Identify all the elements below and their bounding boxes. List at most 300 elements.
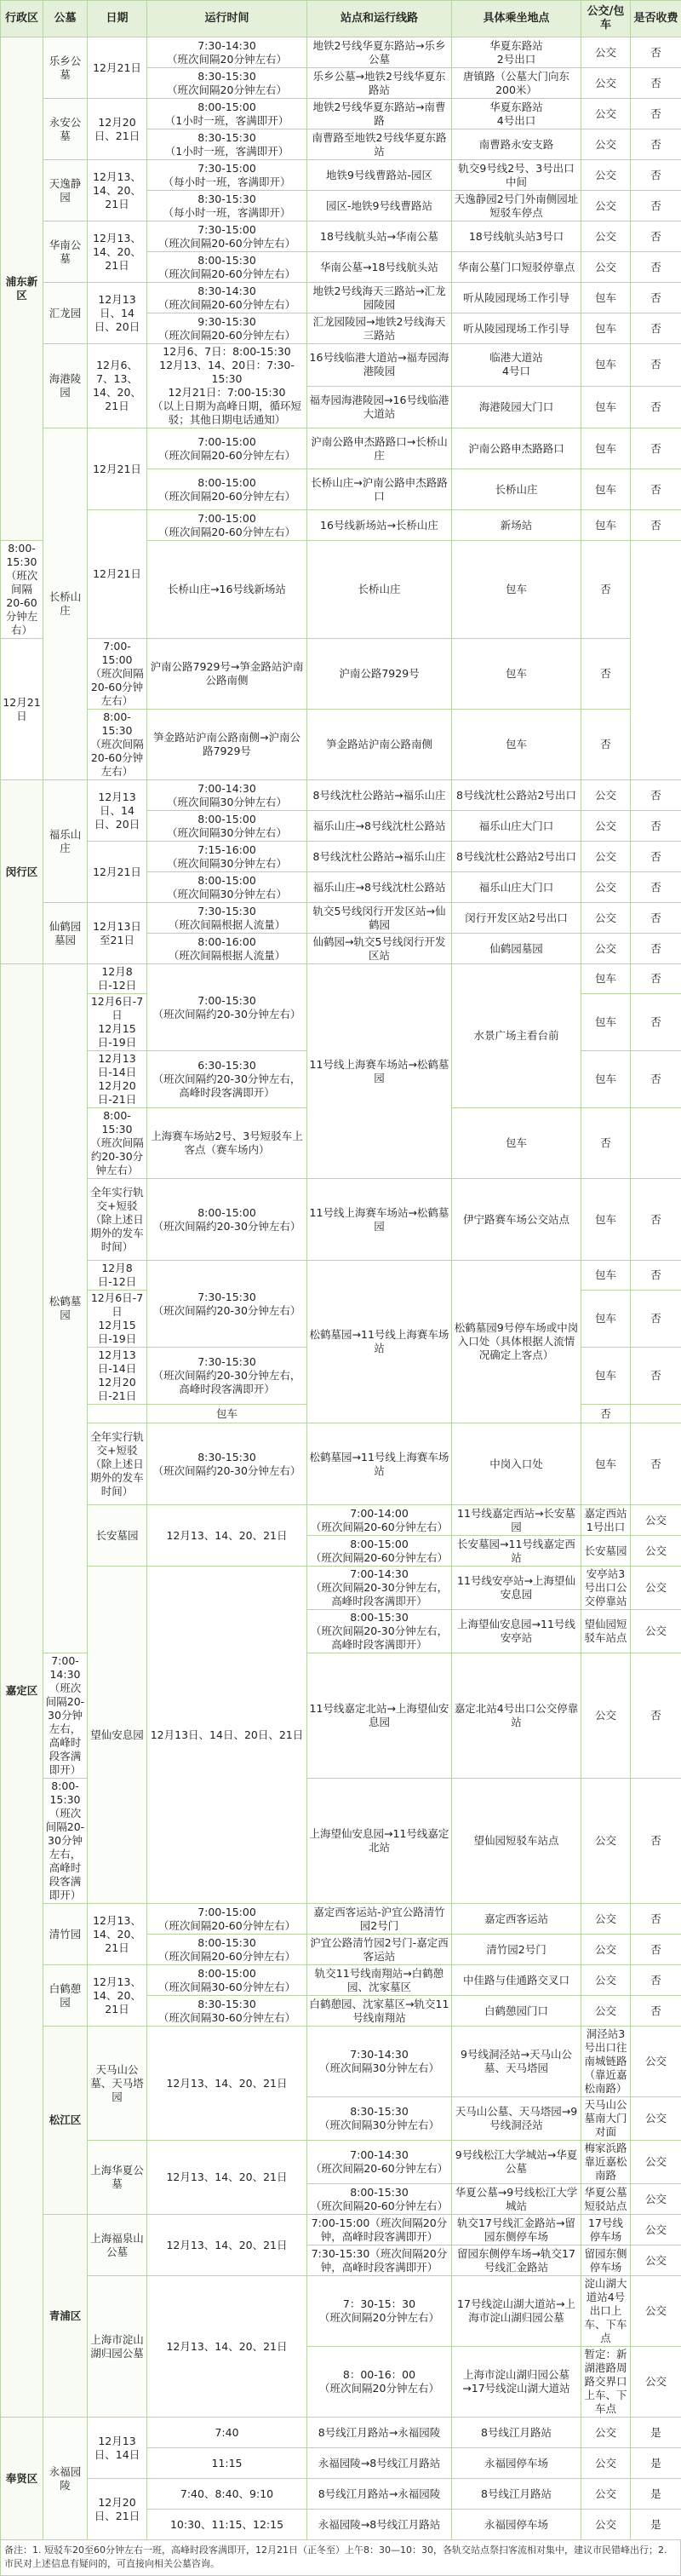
type-cell: 包车 — [581, 469, 631, 510]
district-cell: 浦东新区 — [1, 37, 43, 541]
route-cell: 沪南公路7929号 — [307, 639, 452, 710]
cemetery-cell: 乐乡公墓 — [43, 37, 88, 99]
fee-cell: 否 — [631, 37, 681, 68]
date-cell: 上海华夏公墓 — [88, 2141, 147, 2215]
type-cell: 公交 — [581, 1996, 631, 2027]
route-cell: 永福园陵→8号线江月路站 — [307, 2510, 452, 2540]
type-cell: 包车 — [581, 283, 631, 313]
pickup-cell: 18号线航头站3号口 — [452, 221, 581, 252]
cemetery-cell: 仙鹤园墓园 — [43, 903, 88, 964]
type-cell: 公交 — [581, 2479, 631, 2510]
table-row — [1, 2141, 681, 2184]
time-cell: 12月13、14、20、21日 — [147, 2027, 307, 2141]
date-cell: 12月8日-12日 — [88, 1261, 147, 1291]
table-row — [1, 510, 681, 541]
time-cell: 7:30-15:30 （班次间隔约20-30分钟左右，高峰时段客满即开） — [147, 1348, 307, 1405]
time-cell: 8:30-15:30 （每小时一班，客满即开） — [147, 191, 307, 221]
district-cell: 闵行区 — [1, 780, 43, 964]
pickup-cell: 8号线沈杜公路站2号出口 — [452, 842, 581, 872]
date-cell: 12月13日-14日 12月20日-21日 — [88, 1051, 147, 1108]
type-cell: 暂定：新湖港路周路交界口上车、下车点 — [581, 2347, 631, 2418]
pickup-cell: 仙鹤园墓园 — [452, 934, 581, 964]
time-cell: 8:30-15:30 （班次间隔30-60分钟左右） — [147, 1996, 307, 2027]
fee-cell: 否 — [631, 344, 681, 387]
fee-cell: 公交 — [631, 2027, 681, 2097]
time-cell: 12月13、14、20、21日 — [147, 2141, 307, 2215]
time-cell: 8:00-15:00 （班次间隔30分钟左右） — [147, 872, 307, 903]
fee-cell: 否 — [631, 1423, 681, 1505]
route-cell: 11号线嘉定北站→上海望仙安息园 — [307, 1653, 452, 1779]
header-row — [1, 1, 681, 37]
fee-cell: 公交 — [631, 2215, 681, 2245]
route-cell: 地铁2号线华夏东路站→乐乡公墓 — [307, 37, 452, 68]
district-cell: 嘉定区 — [1, 964, 43, 2418]
type-cell: 长安墓园 — [581, 1536, 631, 1567]
footnote: 备注：1. 短驳车20至60分钟左右一班，高峰时段客满即开，12月21日（正冬至）上午8：30—10：30，各轨交站点祭扫客流相对集中，建议市民错峰出行；2. 市民对上述信息有疑问的，可直接向相关公墓咨询。 — [0, 2540, 681, 2576]
pickup-cell: 白鹤憩园门口 — [452, 1996, 581, 2027]
table-row — [1, 344, 681, 387]
pickup-cell: 包车 — [452, 541, 581, 639]
fee-cell: 是 — [631, 2418, 681, 2448]
fee-cell: 否 — [631, 191, 681, 221]
cemetery-cell: 福乐山庄 — [43, 780, 88, 903]
type-cell: 否 — [581, 1108, 631, 1179]
time-cell: 8:30-14:30 （班次间隔20-60分钟左右） — [147, 283, 307, 313]
pickup-cell: 包车 — [452, 1108, 581, 1179]
type-cell: 公交 — [581, 780, 631, 811]
fee-cell: 否 — [631, 872, 681, 903]
header-time: 运行时间 — [147, 1, 307, 37]
pickup-cell: 8号线沈杜公路站2号出口 — [452, 780, 581, 811]
type-cell: 嘉定西站1号出口 — [581, 1505, 631, 1536]
pickup-cell: 永福园停车场 — [452, 2510, 581, 2540]
date-cell: 12月13日、14日、20日 — [88, 283, 147, 344]
fee-cell: 是 — [631, 2479, 681, 2510]
pickup-cell: 上海市淀山湖归园公墓→17号线淀山湖大道站 — [452, 2347, 581, 2418]
date-cell: 12月21日 — [88, 428, 147, 510]
pickup-cell: 11号线安亭站→上海望仙安息园 — [452, 1567, 581, 1610]
fee-cell: 否 — [631, 313, 681, 344]
cemetery-cell: 海港陵园 — [43, 344, 88, 428]
date-cell: 12月6日-7日 12月15日-19日 — [88, 994, 147, 1051]
type-cell: 包车 — [581, 428, 631, 469]
route-cell: 白鹤憩园、沈家墓区→轨交11号线南翔站 — [307, 1996, 452, 2027]
table-row — [1, 99, 681, 129]
pickup-cell: 轨交17号线汇金路站→留园东侧停车场 — [452, 2215, 581, 2245]
type-cell: 17号线停车场 — [581, 2215, 631, 2245]
type-cell: 包车 — [581, 964, 631, 994]
pickup-cell: 长安墓园→11号线嘉定西站 — [452, 1536, 581, 1567]
route-cell: 8:00-15:30 （班次间隔20-60分钟左右） — [307, 2184, 452, 2215]
time-cell: 12月13、14、20、21日 — [147, 2215, 307, 2276]
route-cell: 乐乡公墓→地铁2号线华夏东路站 — [307, 68, 452, 99]
date-cell: 7:00-15:00 （班次间隔20-60分钟左右） — [88, 639, 147, 710]
table-row — [1, 2479, 681, 2510]
date-cell — [88, 1405, 147, 1423]
pickup-cell: 沪南公路申杰路路口 — [452, 428, 581, 469]
district-cell: 12月21日 — [1, 639, 43, 780]
pickup-cell: 轨交9号线2号、3号出口中间 — [452, 160, 581, 191]
type-cell: 公交 — [581, 191, 631, 221]
time-cell: 7:30-15:00 （班次间隔20-60分钟左右） — [147, 221, 307, 252]
pickup-cell: 闵行开发区站2号出口 — [452, 903, 581, 934]
pickup-cell: 松鹤墓园9号停车场或中岗入口处（具体根据人流情况确定上客点） — [452, 1261, 581, 1423]
route-cell: 汇龙园陵园→地铁2号线海天三路站 — [307, 313, 452, 344]
type-cell: 公交 — [581, 99, 631, 129]
date-cell: 12月13日至21日 — [88, 903, 147, 964]
type-cell: 包车 — [581, 994, 631, 1051]
type-cell: 公交 — [581, 872, 631, 903]
type-cell: 否 — [581, 639, 631, 710]
time-cell: 8:00-15:30 （班次间隔20-60分钟左右） — [147, 1935, 307, 1965]
cemetery-cell: 清竹园 — [43, 1904, 88, 1965]
route-cell: 8号线江月路站→永福园陵 — [307, 2418, 452, 2448]
pickup-cell: 中佳路与佳通路交叉口 — [452, 1965, 581, 1996]
route-cell: 7：30-15：30 （班次间隔20分钟左右） — [307, 2276, 452, 2347]
date-cell: 12月13、14、20、21日 — [88, 1965, 147, 2027]
schedule-body — [1, 37, 681, 2540]
route-cell: 长桥山庄 — [307, 541, 452, 639]
pickup-cell: 海港陵园大门口 — [452, 386, 581, 428]
fee-cell: 否 — [631, 252, 681, 283]
type-cell: 淀山湖大道站4号出口上车、下车点 — [581, 2276, 631, 2347]
district-cell: 8:00-15:30 （班次间隔20-60分钟左右） — [1, 541, 43, 639]
route-cell: 永福园陵→8号线江月路站 — [307, 2448, 452, 2479]
type-cell: 公交 — [581, 160, 631, 191]
fee-cell: 公交 — [631, 2245, 681, 2276]
table-row — [1, 1505, 681, 1536]
cemetery-cell: 汇龙园 — [43, 283, 88, 344]
type-cell: 留园东侧停车场 — [581, 2245, 631, 2276]
type-cell: 公交 — [581, 811, 631, 842]
date-cell: 12月21日 — [88, 37, 147, 99]
cemetery-cell: 天逸静园 — [43, 160, 88, 221]
pickup-cell: 听从陵园现场工作引导 — [452, 313, 581, 344]
fee-cell: 公交 — [631, 2141, 681, 2184]
cemetery-cell: 白鹤憩园 — [43, 1965, 88, 2027]
route-cell: 福乐山庄→8号线沈杜公路站 — [307, 872, 452, 903]
fee-cell: 否 — [631, 1348, 681, 1405]
route-cell: 沪宜公路清竹园2号门-嘉定西客运站 — [307, 1935, 452, 1965]
date-cell: 12月13、14、20、21日 — [88, 1904, 147, 1965]
fee-cell: 否 — [631, 1653, 681, 1779]
pickup-cell: 8号线江月路站 — [452, 2479, 581, 2510]
header-cemetery: 公墓 — [43, 1, 88, 37]
type-cell: 公交 — [581, 68, 631, 99]
fee-cell: 否 — [631, 221, 681, 252]
time-cell: 笋金路站沪南公路南侧→沪南公路7929号 — [147, 710, 307, 780]
fee-cell: 否 — [631, 68, 681, 99]
date-cell: 上海市淀山湖归园公墓 — [88, 2276, 147, 2418]
time-cell: 8:00-15:00 （班次间隔约20-30分钟左右） — [147, 1179, 307, 1261]
pickup-cell: 上海望仙安息园→11号线安亭站 — [452, 1610, 581, 1653]
pickup-cell: 11号线嘉定西站→长安墓园 — [452, 1505, 581, 1536]
time-cell: 12月13、14、20、21日 — [147, 1505, 307, 1567]
cemetery-cell: 松鹤墓园 — [43, 964, 88, 1653]
route-cell: 11号线上海赛车场站→松鹤墓园 — [307, 1179, 452, 1261]
date-cell: 天马山公墓、天马塔园 — [88, 2027, 147, 2141]
fee-cell: 否 — [631, 510, 681, 541]
time-cell: 12月13、14、20、21日 — [147, 2276, 307, 2418]
fee-cell: 否 — [631, 934, 681, 964]
table-row — [1, 221, 681, 252]
fee-cell: 否 — [631, 129, 681, 160]
table-row — [1, 710, 681, 780]
time-cell: 7:15-16:00 （班次间隔30分钟左右） — [147, 842, 307, 872]
type-cell: 公交 — [581, 2418, 631, 2448]
date-cell: 12月13、14、20、21日 — [88, 221, 147, 283]
route-cell: 11号线上海赛车场站→松鹤墓园 — [307, 964, 452, 1179]
cemetery-cell: 青浦区 — [43, 2215, 88, 2418]
time-cell: 6:30-15:30 （班次间隔约20-30分钟左右，高峰时段客满即开） — [147, 1051, 307, 1108]
route-cell: 南曹路至地铁2号线华夏东路站 — [307, 129, 452, 160]
type-cell: 包车 — [581, 1261, 631, 1291]
type-cell: 包车 — [581, 510, 631, 541]
route-cell: 8号线江月路站→永福园陵 — [307, 2479, 452, 2510]
date-cell: 全年实行轨交+短驳（除上述日期外的发车时间） — [88, 1179, 147, 1261]
type-cell: 包车 — [581, 1051, 631, 1108]
table-row — [1, 1261, 681, 1291]
route-cell: 上海望仙安息园→11号线嘉定北站 — [307, 1779, 452, 1904]
fee-cell: 否 — [631, 1051, 681, 1108]
cemetery-cell: 8:00-15:30 （班次间隔20-30分钟左右，高峰时段客满即开） — [43, 1779, 88, 1904]
time-cell: 7:00-15:00 （班次间隔20-60分钟左右） — [147, 428, 307, 469]
time-cell: 7:00-14:30 （班次间隔30分钟左右） — [147, 780, 307, 811]
type-cell: 包车 — [581, 313, 631, 344]
date-cell: 12月6、7、13、14、20、21日 — [88, 344, 147, 428]
route-cell: 嘉定西客运站-沪宜公路清竹园2号门 — [307, 1904, 452, 1935]
table-row — [1, 160, 681, 191]
fee-cell: 否 — [631, 1904, 681, 1935]
pickup-cell: 天逸静园2号门外南侧园址短驳车停点 — [452, 191, 581, 221]
fee-cell: 公交 — [631, 1505, 681, 1536]
time-cell: 8:00-15:00 （班次间隔20-60分钟左右） — [147, 469, 307, 510]
pickup-cell: 福乐山庄大门口 — [452, 872, 581, 903]
cemetery-cell: 松江区 — [43, 2027, 88, 2215]
table-row — [1, 428, 681, 469]
table-row — [1, 1179, 681, 1261]
table-row — [1, 1965, 681, 1996]
date-cell: 12月13日、14日 — [88, 2418, 147, 2479]
fee-cell: 否 — [631, 842, 681, 872]
fee-cell: 否 — [631, 994, 681, 1051]
route-cell: 轨交5号线闵行开发区站→仙鹤园 — [307, 903, 452, 934]
fee-cell: 公交 — [631, 1567, 681, 1610]
pickup-cell: 包车 — [452, 710, 581, 780]
time-cell: 8:00-16:00 （班次间隔根据人流量） — [147, 934, 307, 964]
route-cell: 8:00-15:30 （班次间隔20-30分钟左右，高峰时段客满即开） — [307, 1610, 452, 1653]
date-cell: 12月13、14、20、21日 — [88, 160, 147, 221]
route-cell: 8号线沈杜公路站→福乐山庄 — [307, 780, 452, 811]
pickup-cell: 中岗入口处 — [452, 1423, 581, 1505]
table-row — [1, 964, 681, 994]
time-cell: 8:30-15:30 （1小时一班，客满即开） — [147, 129, 307, 160]
time-cell: 8:00-15:00 （1小时一班，客满即开） — [147, 99, 307, 129]
date-cell: 12月21日 — [88, 510, 147, 639]
time-cell: 12月6、7日：8:00-15:30 12月13、14、20日：7:30-15:30 12月21日：7:00-15:30 （以上日期为高峰日期，循环短驳；其他日期电话通知） — [147, 344, 307, 428]
type-cell: 华夏公墓短驳站点 — [581, 2184, 631, 2215]
pickup-cell: 华南公墓门口短驳停靠点 — [452, 252, 581, 283]
pickup-cell: 8号线江月路站 — [452, 2418, 581, 2448]
fee-cell: 否 — [631, 283, 681, 313]
fee-cell: 否 — [631, 780, 681, 811]
fee-cell: 公交 — [631, 1610, 681, 1653]
fee-cell: 否 — [631, 903, 681, 934]
date-cell: 12月13日、14日、20日 — [88, 780, 147, 842]
date-cell: 12月6日-7日 12月15日-19日 — [88, 1291, 147, 1348]
table-row — [1, 1423, 681, 1505]
fee-cell: 公交 — [631, 2347, 681, 2418]
table-row — [1, 1567, 681, 1610]
cemetery-cell: 华南公墓 — [43, 221, 88, 283]
route-cell: 长桥山庄→沪南公路申杰路路口 — [307, 469, 452, 510]
header-district: 行政区 — [1, 1, 43, 37]
type-cell: 包车 — [581, 386, 631, 428]
time-cell: 7:40 — [147, 2418, 307, 2448]
pickup-cell: 南曹路永安支路 — [452, 129, 581, 160]
date-cell: 12月20日、21日 — [88, 2479, 147, 2540]
cemetery-cell: 永安公墓 — [43, 99, 88, 160]
fee-cell: 否 — [631, 1965, 681, 1996]
table-row — [1, 2027, 681, 2097]
table-row — [1, 283, 681, 313]
time-cell: 10:30、11:15、12:15 — [147, 2510, 307, 2540]
header-date: 日期 — [88, 1, 147, 37]
time-cell: 7:30-15:30 （班次间隔约20-30分钟左右） — [147, 1261, 307, 1348]
date-cell: 长安墓园 — [88, 1505, 147, 1567]
type-cell: 包车 — [581, 1291, 631, 1348]
fee-cell: 是 — [631, 2510, 681, 2540]
pickup-cell: 华夏公墓→9号线松江大学城站 — [452, 2184, 581, 2215]
table-row — [1, 2215, 681, 2245]
type-cell: 否 — [581, 541, 631, 639]
route-cell: 7:00-15:00（班次间隔20分钟，高峰时段客满即开） — [307, 2215, 452, 2245]
header-pickup: 具体乘坐地点 — [452, 1, 581, 37]
type-cell: 公交 — [581, 934, 631, 964]
header-fee: 是否收费 — [631, 1, 681, 37]
time-cell: 7:00-15:30 （班次间隔约20-30分钟左右） — [147, 964, 307, 1051]
time-cell: 7:40、8:40、9:10 — [147, 2479, 307, 2510]
time-cell: 8:00-15:30 （班次间隔20-60分钟左右） — [147, 252, 307, 283]
route-cell: 沪南公路申杰路路口→长桥山庄 — [307, 428, 452, 469]
type-cell: 公交 — [581, 252, 631, 283]
type-cell: 包车 — [581, 1179, 631, 1261]
fee-cell: 公交 — [631, 2184, 681, 2215]
fee-cell: 公交 — [631, 1536, 681, 1567]
route-cell: 地铁2号线海天三路站→汇龙园陵园 — [307, 283, 452, 313]
type-cell: 公交 — [581, 1935, 631, 1965]
pickup-cell: 天马山公墓、天马塔园→9号线洞泾站 — [452, 2097, 581, 2141]
time-cell: 长桥山庄→16号线新场站 — [147, 541, 307, 639]
cemetery-cell: 7:00-14:30 （班次间隔20-30分钟左右，高峰时段客满即开） — [43, 1653, 88, 1779]
fee-cell: 否 — [631, 1779, 681, 1904]
type-cell: 安亭站3号出口公交停靠站 — [581, 1567, 631, 1610]
time-cell: 7:00-15:00 （班次间隔20-60分钟左右） — [147, 510, 307, 541]
route-cell: 8:00-15:00 （班次间隔20-60分钟左右） — [307, 1536, 452, 1567]
pickup-cell: 包车 — [452, 639, 581, 710]
time-cell: 8:30-15:30 （班次间隔约20-30分钟左右） — [147, 1423, 307, 1505]
time-cell: 沪南公路7929号→笋金路站沪南公路南侧 — [147, 639, 307, 710]
route-cell: 园区-地铁9号线曹路站 — [307, 191, 452, 221]
route-cell: 7:00-14:30 （班次间隔20-30分钟左右，高峰时段客满即开） — [307, 1567, 452, 1610]
table-row — [1, 1904, 681, 1935]
route-cell: 笋金路站沪南公路南侧 — [307, 710, 452, 780]
pickup-cell: 清竹园2号门 — [452, 1935, 581, 1965]
type-cell: 洞泾站3号出口往南城链路（靠近嘉松南路） — [581, 2027, 631, 2097]
pickup-cell: 9号线洞泾站→天马山公墓、天马塔园 — [452, 2027, 581, 2097]
date-cell: 12月20日、21日 — [88, 99, 147, 160]
route-cell: 18号线航头站→华南公墓 — [307, 221, 452, 252]
time-cell: 8:00-15:00 （班次间隔30分钟左右） — [147, 811, 307, 842]
pickup-cell: 伊宁路赛车场公交站点 — [452, 1179, 581, 1261]
time-cell: 8:30-15:30 （班次间隔20分钟左右） — [147, 68, 307, 99]
fee-cell: 否 — [631, 1935, 681, 1965]
fee-cell: 否 — [631, 386, 681, 428]
table-row — [1, 2418, 681, 2448]
time-cell: 7:30-14:30 （班次间隔20分钟左右） — [147, 37, 307, 68]
pickup-cell: 华夏东路站 4号出口 — [452, 99, 581, 129]
type-cell: 包车 — [581, 1348, 631, 1405]
type-cell: 包车 — [581, 344, 631, 387]
route-cell: 仙鹤园→轨交5号线闵行开发区站 — [307, 934, 452, 964]
route-cell: 地铁2号线华夏东路站→南曹路 — [307, 99, 452, 129]
time-cell: 7:30-15:00 （每小时一班，客满即开） — [147, 160, 307, 191]
type-cell: 望仙园短驳车站点 — [581, 1610, 631, 1653]
pickup-cell: 福乐山庄大门口 — [452, 811, 581, 842]
pickup-cell: 嘉定北站4号出口公交停靠站 — [452, 1653, 581, 1779]
pickup-cell: 水景广场主看台前 — [452, 964, 581, 1108]
type-cell: 否 — [581, 710, 631, 780]
type-cell: 公交 — [581, 129, 631, 160]
date-cell: 12月8日-12日 — [88, 964, 147, 994]
route-cell: 7:30-15:30（班次间隔20分钟，高峰时段客满即开） — [307, 2245, 452, 2276]
time-cell: 11:15 — [147, 2448, 307, 2479]
type-cell: 公交 — [581, 1779, 631, 1904]
time-cell: 8:00-15:00 （班次间隔30-60分钟左右） — [147, 1965, 307, 1996]
table-row — [1, 37, 681, 68]
time-cell: 12月13日、14日、20日、21日 — [147, 1567, 307, 1904]
header-type: 公交/包车 — [581, 1, 631, 37]
pickup-cell: 华夏东路站 2号出口 — [452, 37, 581, 68]
date-cell: 8:00-15:30 （班次间隔20-60分钟左右） — [88, 710, 147, 780]
fee-cell: 否 — [631, 469, 681, 510]
time-cell: 9:30-15:30 （班次间隔20-60分钟左右） — [147, 313, 307, 344]
fee-cell: 公交 — [631, 2276, 681, 2347]
route-cell: 7:00-14:30 （班次间隔20-60分钟左右） — [307, 2141, 452, 2184]
pickup-cell: 望仙园短驳车站点 — [452, 1779, 581, 1904]
fee-cell: 否 — [631, 1996, 681, 2027]
time-cell: 7:00-15:00 （班次间隔20-60分钟左右） — [147, 1904, 307, 1935]
type-cell: 天马山公墓南大门对面 — [581, 2097, 631, 2141]
route-cell: 松鹤墓园→11号线上海赛车场站 — [307, 1423, 452, 1505]
route-cell: 16号线临港大道站→福寿园海港陵园 — [307, 344, 452, 387]
header-route: 站点和运行线路 — [307, 1, 452, 37]
fee-cell: 否 — [631, 1291, 681, 1348]
table-row — [1, 639, 681, 710]
pickup-cell: 17号线淀山湖大道站→上海市淀山湖归园公墓 — [452, 2276, 581, 2347]
route-cell: 8:30-15:30 （班次间隔30分钟左右） — [307, 2097, 452, 2141]
pickup-cell: 嘉定西客运站 — [452, 1904, 581, 1935]
route-cell: 福乐山庄→8号线沈杜公路站 — [307, 811, 452, 842]
pickup-cell: 新场站 — [452, 510, 581, 541]
pickup-cell: 9号线松江大学城站→华夏公墓 — [452, 2141, 581, 2184]
route-cell: 7:30-14:30 （班次间隔30分钟左右） — [307, 2027, 452, 2097]
date-cell: 望仙安息园 — [88, 1567, 147, 1904]
pickup-cell: 长桥山庄 — [452, 469, 581, 510]
type-cell: 梅家浜路靠近嘉松南路 — [581, 2141, 631, 2184]
fee-cell: 公交 — [631, 2097, 681, 2141]
fee-cell: 是 — [631, 2448, 681, 2479]
